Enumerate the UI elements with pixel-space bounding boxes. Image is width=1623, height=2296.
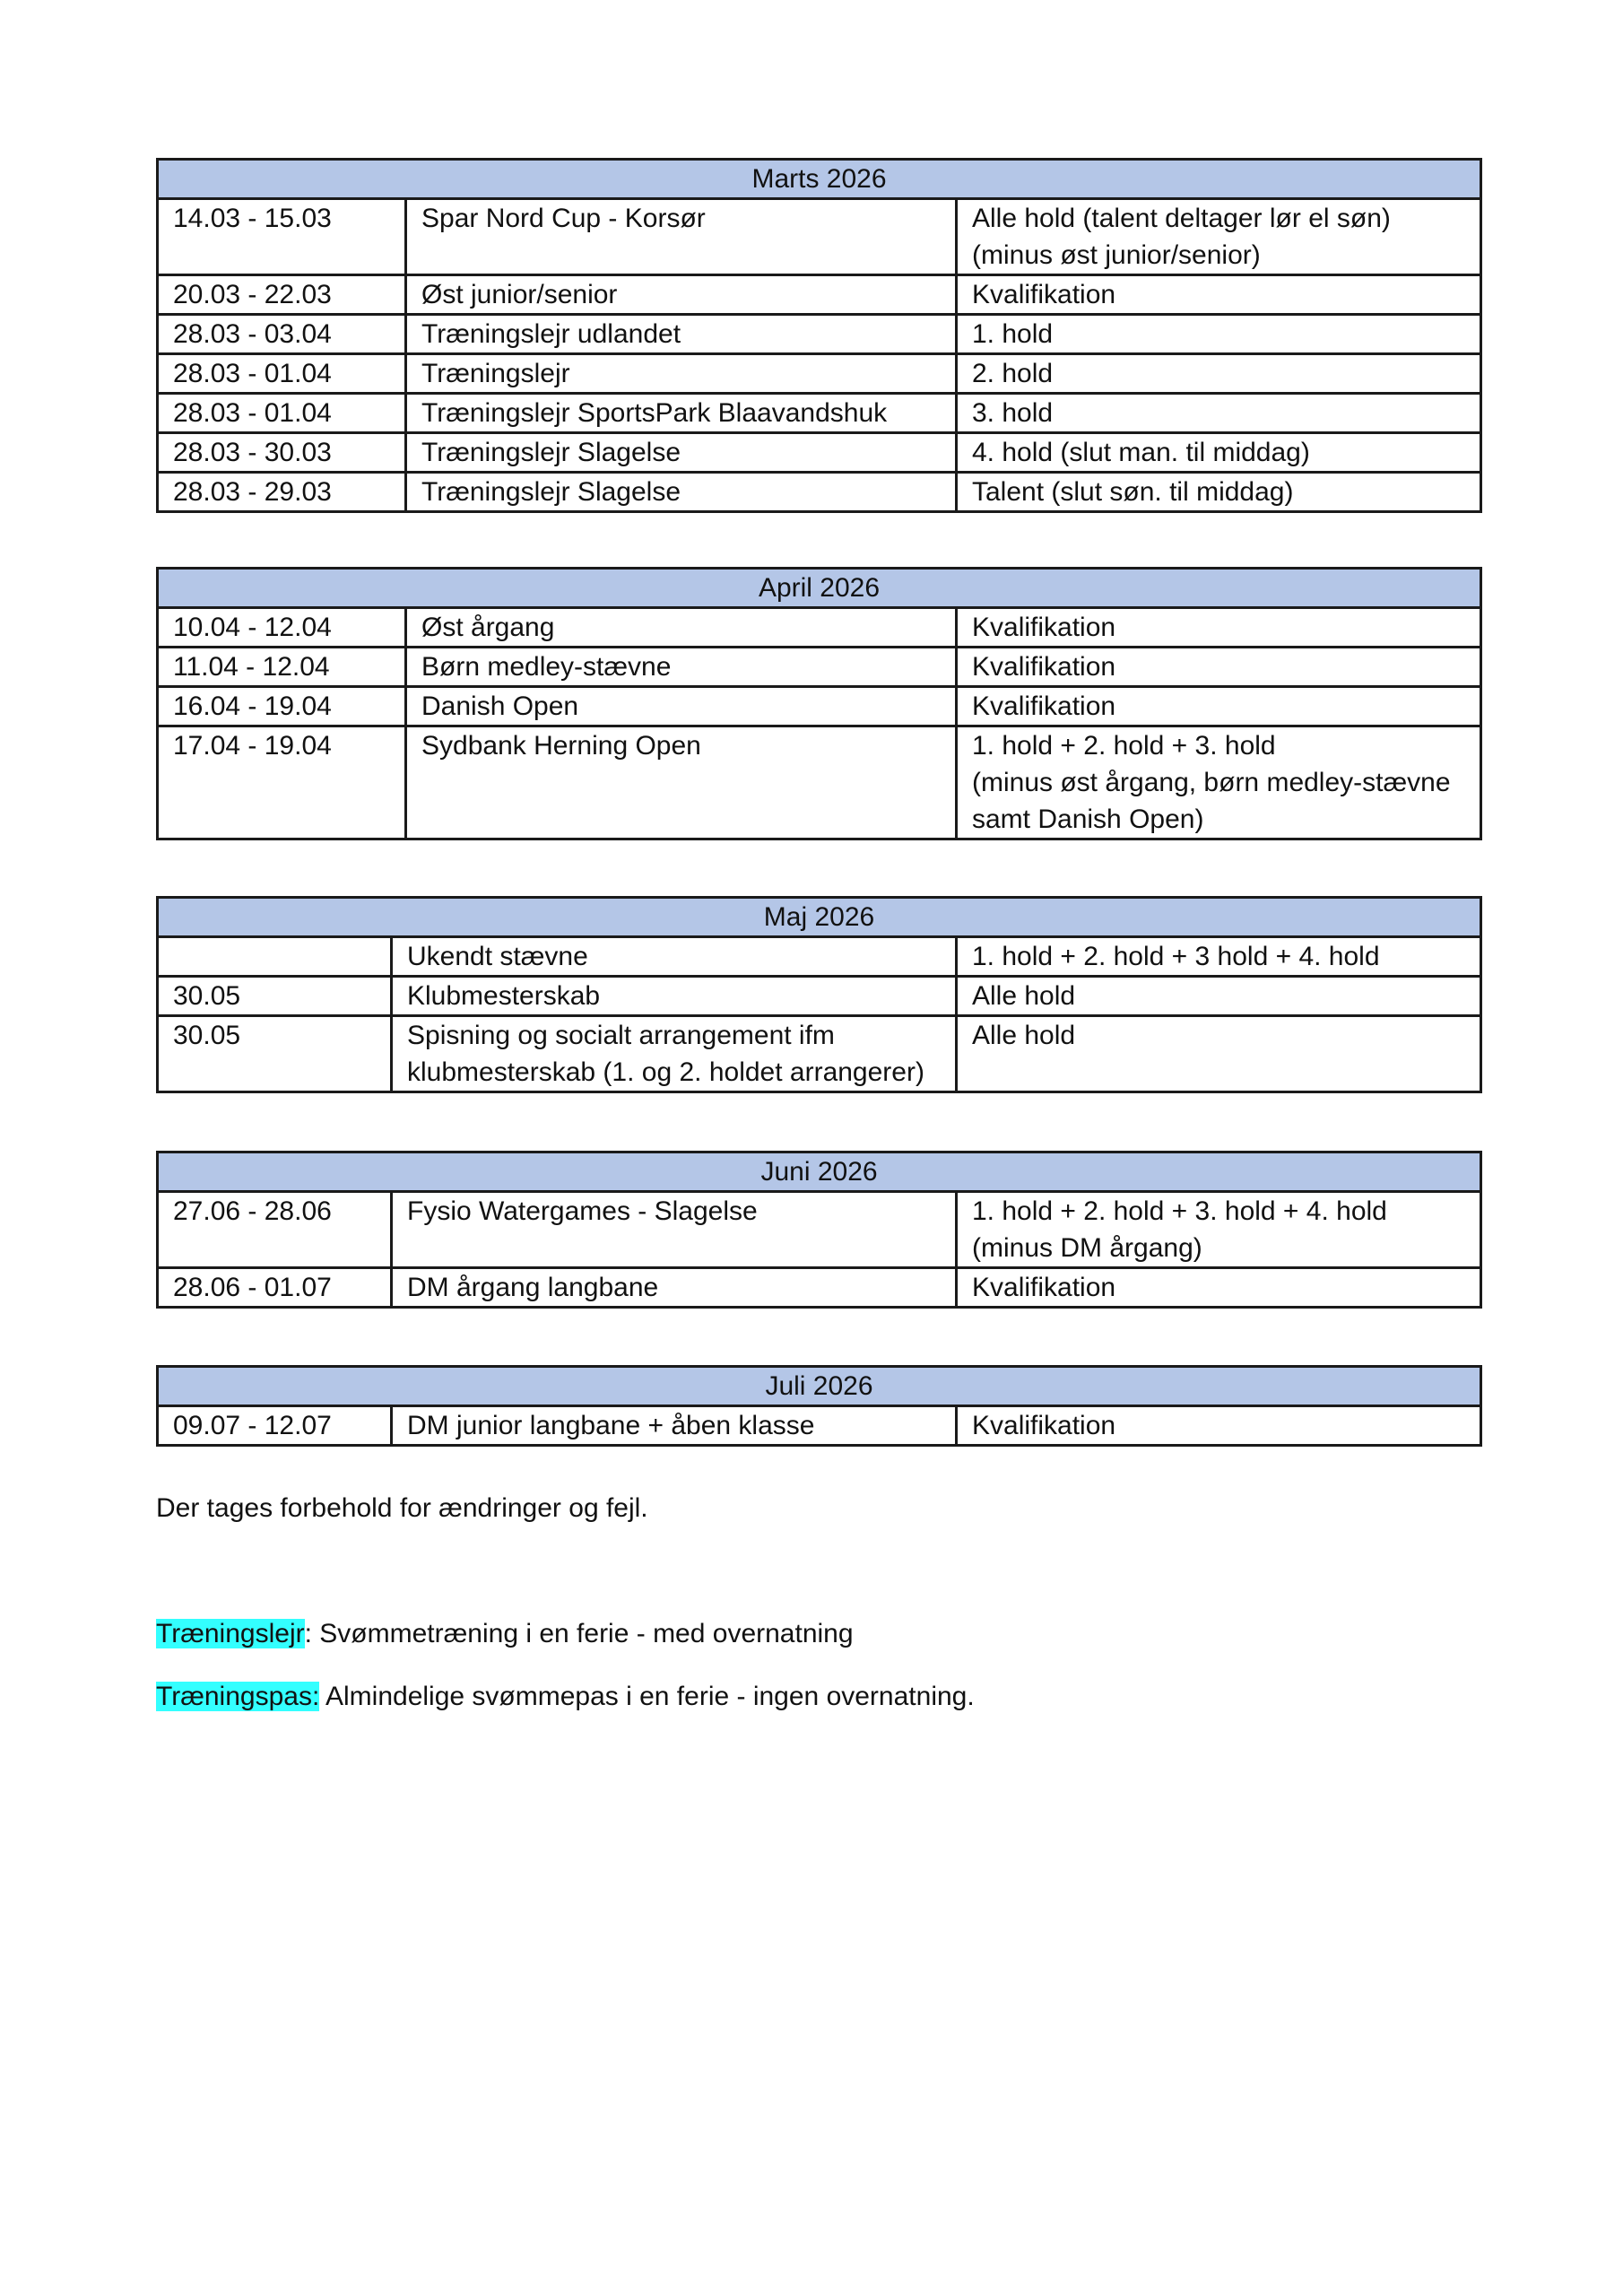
participants-line: Kvalifikation — [972, 691, 1116, 721]
date-cell: 14.03 - 15.03 — [158, 199, 406, 275]
date-cell — [158, 937, 392, 977]
participants-cell — [957, 977, 1481, 1016]
participants-cell — [957, 199, 1481, 275]
month-header: Maj 2026 — [158, 898, 1481, 937]
participants-cell — [957, 315, 1481, 354]
table-row — [158, 394, 1481, 433]
date-cell: 16.04 - 19.04 — [158, 687, 406, 726]
event-cell: DM junior langbane + åben klasse — [392, 1406, 957, 1446]
participants-line: 1. hold + 2. hold + 3. hold — [972, 731, 1276, 761]
definition-text: Svømmetræning i en ferie - med overnatning — [311, 1619, 854, 1648]
participants-line: Kvalifikation — [972, 613, 1116, 642]
participants-cell — [957, 726, 1481, 839]
table-row — [158, 726, 1481, 839]
table-row — [158, 937, 1481, 977]
date-cell: 10.04 - 12.04 — [158, 608, 406, 648]
event-cell: Træningslejr Slagelse — [406, 433, 957, 473]
participants-cell — [957, 1016, 1481, 1092]
date-cell: 28.06 - 01.07 — [158, 1268, 392, 1308]
event-cell: Børn medley-stævne — [406, 648, 957, 687]
participants-line: samt Danish Open) — [972, 804, 1204, 834]
date-cell: 20.03 - 22.03 — [158, 275, 406, 315]
date-cell: 09.07 - 12.07 — [158, 1406, 392, 1446]
date-cell: 28.03 - 01.04 — [158, 354, 406, 394]
participants-line: Alle hold (talent deltager lør el søn) — [972, 204, 1391, 233]
date-cell: 28.03 - 29.03 — [158, 473, 406, 512]
disclaimer: Der tages forbehold for ændringer og fejl. — [156, 1493, 648, 1523]
participants-cell — [957, 1192, 1481, 1268]
participants-cell — [957, 394, 1481, 433]
date-cell: 11.04 - 12.04 — [158, 648, 406, 687]
participants-cell — [957, 1406, 1481, 1446]
participants-line: (minus DM årgang) — [972, 1233, 1202, 1263]
participants-cell — [957, 687, 1481, 726]
participants-line: 4. hold (slut man. til middag) — [972, 438, 1310, 467]
participants-line: 1. hold + 2. hold + 3. hold + 4. hold — [972, 1196, 1387, 1226]
month-header: April 2026 — [158, 569, 1481, 608]
participants-cell — [957, 433, 1481, 473]
participants-cell — [957, 473, 1481, 512]
table-row — [158, 275, 1481, 315]
date-cell: 27.06 - 28.06 — [158, 1192, 392, 1268]
date-cell: 28.03 - 30.03 — [158, 433, 406, 473]
table-row — [158, 354, 1481, 394]
participants-line: Alle hold — [972, 1021, 1076, 1050]
month-header: Marts 2026 — [158, 160, 1481, 199]
participants-cell — [957, 1268, 1481, 1308]
participants-line: 3. hold — [972, 398, 1054, 428]
event-cell: Træningslejr SportsPark Blaavandshuk — [406, 394, 957, 433]
definition-traeningspas — [156, 1679, 975, 1715]
table-row — [158, 1016, 1481, 1092]
event-cell: Danish Open — [406, 687, 957, 726]
table-row — [158, 315, 1481, 354]
participants-line: 1. hold — [972, 319, 1054, 349]
month-table — [156, 896, 1482, 1093]
definition-text: Almindelige svømmepas i en ferie - ingen overnatning. — [319, 1682, 975, 1711]
table-row — [158, 977, 1481, 1016]
participants-cell — [957, 608, 1481, 648]
month-header: Juli 2026 — [158, 1367, 1481, 1406]
event-cell: Træningslejr Slagelse — [406, 473, 957, 512]
event-cell: Klubmesterskab — [392, 977, 957, 1016]
date-cell: 30.05 — [158, 1016, 392, 1092]
month-table — [156, 567, 1482, 840]
participants-line: Alle hold — [972, 981, 1076, 1011]
definition-traeningslejr — [156, 1616, 854, 1652]
table-row — [158, 473, 1481, 512]
table-row — [158, 1192, 1481, 1268]
participants-line: 1. hold + 2. hold + 3 hold + 4. hold — [972, 942, 1380, 971]
event-cell: Ukendt stævne — [392, 937, 957, 977]
month-table — [156, 1365, 1482, 1447]
event-cell: Spisning og socialt arrangement ifm klubmesterskab (1. og 2. holdet arrangerer) — [392, 1016, 957, 1092]
event-cell: Træningslejr udlandet — [406, 315, 957, 354]
participants-cell — [957, 937, 1481, 977]
participants-line: (minus øst junior/senior) — [972, 240, 1261, 270]
participants-line: 2. hold — [972, 359, 1054, 388]
table-row — [158, 648, 1481, 687]
participants-cell — [957, 354, 1481, 394]
term-highlight: Træningslejr — [156, 1619, 305, 1648]
definition-separator: : — [304, 1619, 312, 1648]
table-row — [158, 1406, 1481, 1446]
date-cell: 28.03 - 01.04 — [158, 394, 406, 433]
participants-cell — [957, 648, 1481, 687]
participants-line: Kvalifikation — [972, 1411, 1116, 1440]
event-cell: Fysio Watergames - Slagelse — [392, 1192, 957, 1268]
table-row — [158, 1268, 1481, 1308]
table-row — [158, 433, 1481, 473]
participants-line: Talent (slut søn. til middag) — [972, 477, 1294, 507]
participants-line: Kvalifikation — [972, 280, 1116, 309]
event-cell: DM årgang langbane — [392, 1268, 957, 1308]
term-highlight: Træningspas: — [156, 1682, 320, 1711]
month-table — [156, 158, 1482, 513]
table-row — [158, 687, 1481, 726]
table-row — [158, 199, 1481, 275]
participants-cell — [957, 275, 1481, 315]
event-cell: Træningslejr — [406, 354, 957, 394]
event-cell: Sydbank Herning Open — [406, 726, 957, 839]
participants-line: (minus øst årgang, børn medley-stævne — [972, 768, 1451, 797]
date-cell: 17.04 - 19.04 — [158, 726, 406, 839]
participants-line: Kvalifikation — [972, 1273, 1116, 1302]
month-header: Juni 2026 — [158, 1152, 1481, 1192]
date-cell: 30.05 — [158, 977, 392, 1016]
table-row — [158, 608, 1481, 648]
event-cell: Øst junior/senior — [406, 275, 957, 315]
event-cell: Øst årgang — [406, 608, 957, 648]
participants-line: Kvalifikation — [972, 652, 1116, 682]
event-cell: Spar Nord Cup - Korsør — [406, 199, 957, 275]
month-table — [156, 1151, 1482, 1309]
date-cell: 28.03 - 03.04 — [158, 315, 406, 354]
